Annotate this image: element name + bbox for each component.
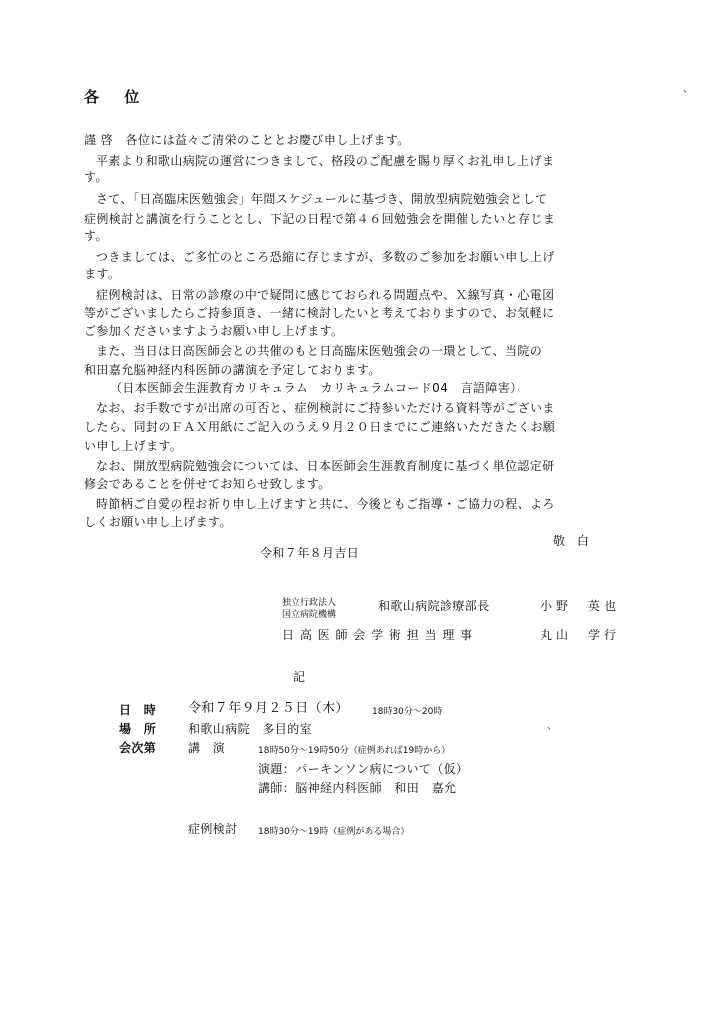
signatory-title: 和歌山病院診療部長 <box>378 599 490 613</box>
ki-heading: 記 <box>293 670 306 684</box>
detail-label: 講 演 <box>188 741 226 755</box>
body-line: 和田嘉允脳神経内科医師の講演を予定しております。 <box>84 363 381 377</box>
date: 令和７年８月吉日 <box>260 546 360 560</box>
body-line: さて、「日高臨床医勉強会」年間スケジュールに基づき、開放型病院勉強会として <box>96 192 548 206</box>
body-line: す。 <box>84 170 108 184</box>
body-line: 謹 啓 各位には益々ご清栄のこととお慶び申し上げます。 <box>84 133 410 147</box>
detail-time: 18時30分〜20時 <box>372 707 443 717</box>
detail-label: 日 時 <box>119 703 157 717</box>
salutation: 各 位 <box>84 88 150 106</box>
lecture-topic: 演題：パーキンソン病について（仮） <box>258 762 469 776</box>
body-line: しくお願い申し上げます。 <box>84 515 232 529</box>
body-line: （日本医師会生涯教育カリキュラム カリキュラムコード04 言語障害） <box>110 381 523 395</box>
body-line: 修会であることを併せてお知らせ致します。 <box>84 477 331 491</box>
body-line: 等がございましたらご持参頂き、一緒に検討したいと考えておりますので、お気軽に <box>84 306 555 320</box>
lecture-speaker: 講師：脳神経内科医師 和田 嘉允 <box>258 781 457 795</box>
detail-label: 場 所 <box>119 722 157 736</box>
body-line: ます。 <box>84 267 121 281</box>
body-line: す。 <box>84 229 108 243</box>
detail-label: 会次第 <box>119 741 157 755</box>
body-line: したら、同封のＦＡＸ用紙にご記入のうえ９月２０日までにご連絡いただきたくお願 <box>84 420 556 434</box>
signatory-org: 国立病院機構 <box>282 610 337 620</box>
body-line: ご参加くださいますようお願い申し上げます。 <box>84 324 344 338</box>
detail-time: 18時50分〜19時50分（症例あれば19時から） <box>258 746 451 756</box>
scan-mark: 、 <box>547 721 557 732</box>
body-line: 症例検討と講演を行うこととし、下記の日程で第４６回勉強会を開催したいと存じま <box>84 212 556 226</box>
body-line: い申し上げます。 <box>84 439 183 453</box>
body-line: つきましては、ご多忙のところ恐縮に存じますが、多数のご参加をお願い申し上げ <box>96 250 555 264</box>
body-line: なお、開放型病院勉強会については、日本医師会生涯教育制度に基づく単位認定研 <box>96 459 555 473</box>
body-line: 時節柄ご自愛の程お祈り申し上げますと共に、今後ともご指導・ご協力の程、よろ <box>96 497 555 511</box>
detail-value: 和歌山病院 多目的室 <box>188 722 313 736</box>
signatory-org: 独立行政法人 <box>282 598 337 608</box>
detail-label: 症例検討 <box>188 822 238 836</box>
signatory-name: 小野 英也 <box>540 599 621 613</box>
body-line: なお、お手数ですが出席の可否と、症例検討にご持参いただける資料等がございま <box>96 401 555 415</box>
scan-mark: 、 <box>683 84 693 95</box>
body-line: また、当日は日高医師会との共催のもと日高臨床医勉強会の一環として、当院の <box>96 344 543 358</box>
detail-time: 18時30分〜19時（症例がある場合） <box>258 827 410 837</box>
body-line: 平素より和歌山病院の運営につきまして、格段のご配慮を賜り厚くお礼申し上げま <box>96 154 555 168</box>
body-line: 症例検討は、日常の診療の中で疑問に感じておられる問題点や、Ｘ線写真・心電図 <box>96 288 555 302</box>
closing: 敬 白 <box>553 534 593 548</box>
detail-value: 令和７年９月２５日（木） <box>188 701 349 716</box>
signatory-name: 丸山 学行 <box>540 628 621 642</box>
signatory-org: 日 高 医 師 会 学 術 担 当 理 事 <box>282 628 474 642</box>
